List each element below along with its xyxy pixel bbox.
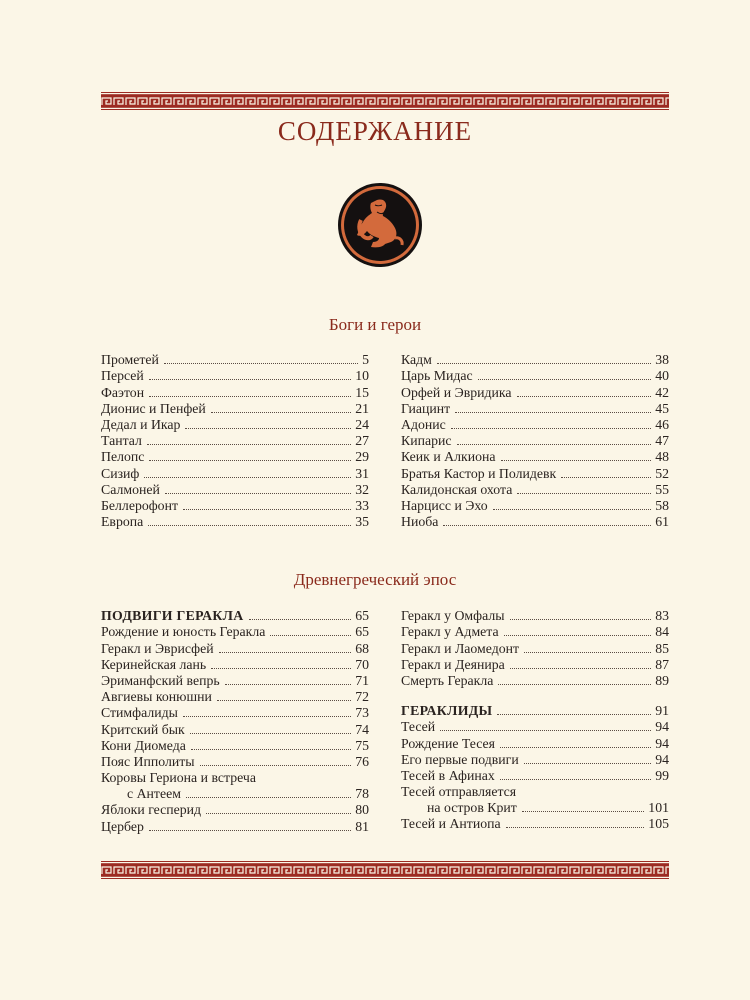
dot-leader [493, 508, 652, 510]
dot-leader [190, 732, 351, 734]
toc-entry-title: Дионис и Пенфей [101, 400, 206, 416]
toc-page-number: 61 [655, 514, 669, 530]
toc-page-number: 32 [355, 481, 369, 497]
dot-leader [149, 829, 351, 831]
toc-page-number: 81 [355, 818, 369, 834]
toc-entry-title: Тесей в Афинах [401, 767, 495, 783]
toc-entry[interactable] [101, 352, 369, 368]
toc-page-number: 15 [355, 384, 369, 400]
dot-leader [206, 812, 351, 814]
toc-page-number: 68 [355, 640, 369, 656]
toc-page-number: 48 [655, 449, 669, 465]
dot-leader [164, 362, 358, 364]
page-title: СОДЕРЖАНИЕ [277, 116, 473, 146]
toc-entry-title: ГЕРАКЛИДЫ [401, 703, 493, 719]
toc-entry-title: Прометей [101, 352, 159, 368]
dot-leader [219, 651, 352, 653]
toc-entry-title: Адонис [401, 416, 446, 432]
toc-entry[interactable] [101, 482, 369, 498]
toc-column [401, 352, 669, 530]
toc-entry-title: Пояс Ипполиты [101, 753, 195, 769]
toc-entry-title: ПОДВИГИ ГЕРАКЛА [101, 608, 244, 624]
toc-entry[interactable] [101, 705, 369, 721]
dot-leader [186, 796, 351, 798]
toc-entry[interactable] [101, 433, 369, 449]
toc-entry[interactable] [401, 449, 669, 465]
toc-entry[interactable] [101, 624, 369, 640]
dot-leader [270, 634, 351, 636]
dot-leader [524, 762, 652, 764]
toc-entry[interactable] [101, 384, 369, 400]
toc-page-number: 85 [655, 640, 669, 656]
toc-entry[interactable] [101, 738, 369, 754]
toc-entry-title: Орфей и Эвридика [401, 384, 512, 400]
toc-entry-title: Кеик и Алкиона [401, 449, 496, 465]
toc-entry-title: Геракл и Лаомедонт [401, 640, 520, 656]
toc-entry[interactable] [401, 384, 669, 400]
toc-entry-title: Фаэтон [101, 384, 145, 400]
toc-entry[interactable] [401, 514, 669, 530]
toc-entry[interactable] [101, 401, 369, 417]
toc-page-number: 58 [655, 497, 669, 513]
toc-entry-title: Дедал и Икар [101, 416, 181, 432]
toc-page-number: 94 [655, 735, 669, 751]
toc-entry-title: Смерть Геракла [401, 672, 494, 688]
toc-entry-title: Рождение и юность Геракла [101, 624, 266, 640]
toc-page-number: 21 [355, 400, 369, 416]
dot-leader [522, 810, 645, 812]
dot-leader [443, 524, 651, 526]
dot-leader [561, 476, 651, 478]
toc-entry-title: Стимфалиды [101, 705, 178, 721]
toc-entry-title: Рождение Тесея [401, 735, 496, 751]
toc-entry-title: Геракл и Эврисфей [101, 640, 214, 656]
toc-entry-title: на остров Крит [427, 800, 517, 816]
toc-entry[interactable] [101, 514, 369, 530]
dot-leader [183, 508, 351, 510]
toc-page-number: 105 [648, 816, 669, 832]
toc-entry-title: Критский бык [101, 721, 185, 737]
toc-entry-title: Пелопс [101, 449, 145, 465]
toc-page-number: 52 [655, 465, 669, 481]
dot-leader [455, 411, 651, 413]
toc-entry[interactable] [101, 368, 369, 384]
dot-leader [451, 427, 651, 429]
dot-leader [183, 715, 351, 717]
toc-entry-title: Коровы Гериона и встреча [101, 770, 256, 786]
toc-page-number: 24 [355, 416, 369, 432]
meander-pattern [101, 92, 669, 110]
toc-entry-title: Керинейская лань [101, 656, 207, 672]
toc-entry-title: Братья Кастор и Полидевк [401, 465, 557, 481]
toc-entry-title: Гиацинт [401, 400, 451, 416]
greek-vase-figure-icon [337, 182, 423, 268]
toc-entry[interactable] [101, 640, 369, 656]
toc-page-number: 46 [655, 416, 669, 432]
toc-page-number: 10 [355, 368, 369, 384]
toc-entry[interactable] [101, 657, 369, 673]
dot-leader [506, 826, 645, 828]
toc-entry-title: Тантал [101, 433, 142, 449]
toc-entry-title: Калидонская охота [401, 481, 513, 497]
toc-page-number: 76 [355, 753, 369, 769]
toc-entry[interactable] [401, 768, 669, 784]
dot-leader [500, 778, 651, 780]
toc-page-number: 47 [655, 433, 669, 449]
dot-leader [524, 651, 651, 653]
toc-entry[interactable] [401, 784, 669, 800]
toc-entry[interactable] [401, 800, 669, 816]
toc-entry-title: Цербер [101, 818, 144, 834]
toc-page-number: 80 [355, 802, 369, 818]
toc-entry-title: Царь Мидас [401, 368, 473, 384]
toc-entry[interactable] [401, 433, 669, 449]
toc-page-number: 65 [355, 608, 369, 624]
section-heading-greek-epic: Древнегреческий эпос [293, 570, 457, 589]
dot-leader [185, 427, 351, 429]
dot-leader [510, 667, 651, 669]
toc-entry[interactable] [401, 401, 669, 417]
toc-entry[interactable] [101, 818, 369, 834]
dot-leader [217, 699, 351, 701]
dot-leader [147, 443, 351, 445]
dot-leader [478, 378, 652, 380]
toc-entry[interactable] [401, 608, 669, 624]
toc-entry-title: Геракл у Омфалы [401, 608, 505, 624]
toc-page-number: 83 [655, 608, 669, 624]
toc-entry[interactable] [401, 498, 669, 514]
toc-entry[interactable] [101, 465, 369, 481]
toc-page-number: 45 [655, 400, 669, 416]
dot-leader [440, 729, 651, 731]
dot-leader [225, 683, 352, 685]
toc-entry-title: Тесей [401, 719, 436, 735]
toc-entry-title: Нарцисс и Эхо [401, 497, 488, 513]
dot-leader [510, 618, 652, 620]
dot-leader [457, 443, 652, 445]
dot-leader [517, 395, 652, 397]
toc-page-number: 94 [655, 751, 669, 767]
toc-page-number: 94 [655, 719, 669, 735]
dot-leader [517, 492, 651, 494]
toc-entry-title: Яблоки гесперид [101, 802, 202, 818]
toc-spacer [401, 689, 669, 703]
toc-entry-title: Геракл и Деянира [401, 656, 505, 672]
toc-entry-title: Его первые подвиги [401, 751, 519, 767]
dot-leader [497, 713, 651, 715]
toc-page-number: 73 [355, 705, 369, 721]
toc-entry[interactable] [401, 465, 669, 481]
dot-leader [200, 764, 352, 766]
dot-leader [191, 748, 351, 750]
dot-leader [149, 378, 351, 380]
dot-leader [437, 362, 651, 364]
toc-page-number: 87 [655, 656, 669, 672]
dot-leader [504, 634, 652, 636]
dot-leader [148, 524, 351, 526]
dot-leader [500, 746, 651, 748]
dot-leader [144, 476, 351, 478]
toc-entry-title: Авгиевы конюшни [101, 689, 212, 705]
toc-page-number: 31 [355, 465, 369, 481]
toc-entry-title: Кони Диомеда [101, 737, 186, 753]
toc-entry[interactable] [401, 752, 669, 768]
toc-page-number: 101 [648, 800, 669, 816]
toc-entry[interactable] [101, 770, 369, 786]
dot-leader [498, 683, 651, 685]
toc-page-number: 75 [355, 737, 369, 753]
toc-page-number: 33 [355, 497, 369, 513]
toc-entry[interactable] [101, 449, 369, 465]
toc-entry[interactable] [101, 754, 369, 770]
toc-entry-title: Геракл у Адмета [401, 624, 499, 640]
toc-page-number: 65 [355, 624, 369, 640]
toc-entry[interactable] [101, 786, 369, 802]
toc-entry[interactable] [401, 816, 669, 832]
toc-column [401, 608, 669, 832]
dot-leader [165, 492, 351, 494]
toc-entry-title: с Антеем [127, 786, 181, 802]
toc-entry-title: Тесей отправляется [401, 784, 517, 800]
toc-entry[interactable] [401, 735, 669, 751]
toc-entry[interactable] [401, 719, 669, 735]
toc-entry-title: Сизиф [101, 465, 140, 481]
toc-entry[interactable] [401, 640, 669, 656]
toc-page-number: 5 [362, 352, 369, 368]
toc-page-number: 40 [655, 368, 669, 384]
toc-page-number: 71 [355, 672, 369, 688]
bottom-meander-border [101, 861, 669, 879]
toc-page-number: 72 [355, 689, 369, 705]
toc-entry[interactable] [401, 368, 669, 384]
toc-page-number: 38 [655, 352, 669, 368]
toc-page-number: 55 [655, 481, 669, 497]
toc-entry-title: Кадм [401, 352, 432, 368]
toc-entry[interactable] [401, 657, 669, 673]
toc-entry[interactable] [101, 802, 369, 818]
toc-entry[interactable] [101, 673, 369, 689]
toc-entry-title: Салмоней [101, 481, 160, 497]
dot-leader [249, 618, 352, 620]
toc-entry-title: Ниоба [401, 514, 439, 530]
toc-page-number: 78 [355, 786, 369, 802]
dot-leader [211, 411, 351, 413]
toc-page-number: 42 [655, 384, 669, 400]
toc-chapter-heading[interactable] [101, 608, 369, 624]
toc-entry[interactable] [101, 417, 369, 433]
dot-leader [149, 395, 351, 397]
toc-chapter-heading[interactable] [401, 703, 669, 719]
toc-entry-title: Эриманфский вепрь [101, 672, 220, 688]
toc-page-number: 35 [355, 514, 369, 530]
toc-entry[interactable] [401, 624, 669, 640]
toc-entry-title: Беллерофонт [101, 497, 178, 513]
toc-entry-title: Персей [101, 368, 144, 384]
toc-column [101, 608, 369, 835]
toc-page-number: 74 [355, 721, 369, 737]
toc-page-number: 70 [355, 656, 369, 672]
toc-entry-title: Европа [101, 514, 144, 530]
toc-page-number: 89 [655, 672, 669, 688]
toc-page-number: 99 [655, 767, 669, 783]
toc-page-number: 91 [655, 703, 669, 719]
dot-leader [501, 459, 652, 461]
dot-leader [211, 667, 351, 669]
toc-page-number: 27 [355, 433, 369, 449]
section-heading-gods-heroes: Боги и герои [328, 315, 422, 334]
dot-leader [149, 459, 351, 461]
top-meander-border [101, 92, 669, 110]
toc-entry[interactable] [401, 417, 669, 433]
toc-entry[interactable] [401, 673, 669, 689]
toc-entry[interactable] [101, 721, 369, 737]
toc-entry-title: Кипарис [401, 433, 452, 449]
toc-page-number: 29 [355, 449, 369, 465]
toc-entry[interactable] [401, 482, 669, 498]
toc-column [101, 352, 369, 530]
toc-entry-title: Тесей и Антиопа [401, 816, 501, 832]
toc-entry[interactable] [101, 689, 369, 705]
meander-pattern [101, 861, 669, 879]
toc-page-number: 84 [655, 624, 669, 640]
toc-entry[interactable] [401, 352, 669, 368]
toc-entry[interactable] [101, 498, 369, 514]
